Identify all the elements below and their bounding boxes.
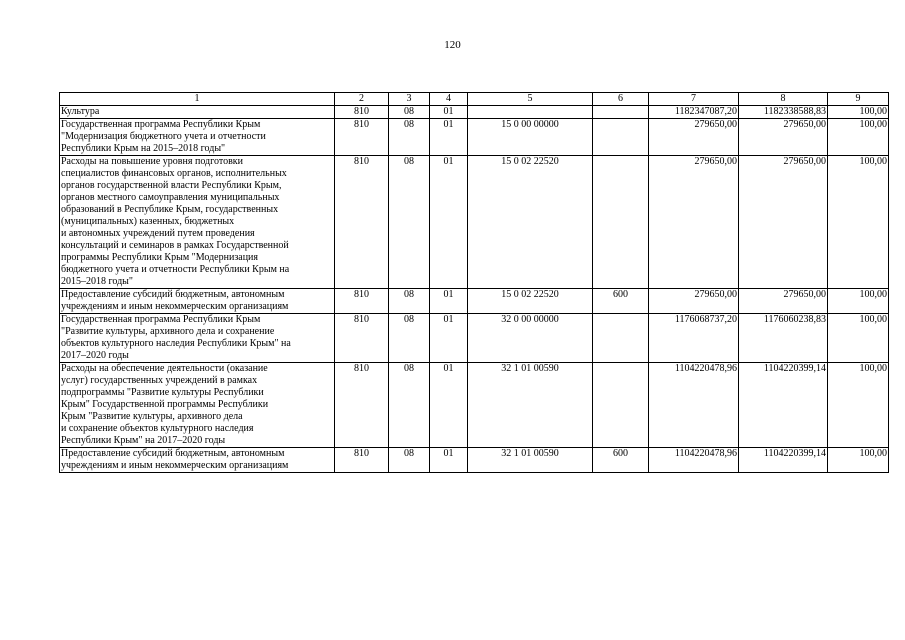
row-code-section: 08 xyxy=(389,119,430,156)
row-code-subsection: 01 xyxy=(430,106,468,119)
row-name: Предоставление субсидий бюджетным, автономным учреждениям и иным некоммерческим организациям xyxy=(60,448,335,473)
row-amount-plan: 279650,00 xyxy=(649,289,739,314)
row-code-expense-type xyxy=(593,106,649,119)
budget-table xyxy=(59,92,889,473)
header-cell: 5 xyxy=(468,93,593,106)
row-amount-actual: 279650,00 xyxy=(739,289,828,314)
header-row xyxy=(60,93,889,106)
page-number: 120 xyxy=(444,39,461,51)
row-amount-plan: 1176068737,20 xyxy=(649,314,739,363)
row-percent: 100,00 xyxy=(828,314,889,363)
row-code-section: 08 xyxy=(389,363,430,448)
row-code-subsection: 01 xyxy=(430,289,468,314)
table-row xyxy=(60,363,889,448)
row-code-expense-type xyxy=(593,314,649,363)
row-amount-actual: 279650,00 xyxy=(739,119,828,156)
row-code-target: 15 0 02 22520 xyxy=(468,156,593,289)
table-row xyxy=(60,156,889,289)
row-amount-actual: 1182338588,83 xyxy=(739,106,828,119)
header-cell: 3 xyxy=(389,93,430,106)
row-name: Предоставление субсидий бюджетным, автономным учреждениям и иным некоммерческим организациям xyxy=(60,289,335,314)
row-name: Государственная программа Республики Крым "Развитие культуры, архивного дела и сохранение объектов культурного наследия Республики Крым" на 2017–2020 годы xyxy=(60,314,335,363)
header-cell: 7 xyxy=(649,93,739,106)
row-percent: 100,00 xyxy=(828,106,889,119)
table-row xyxy=(60,106,889,119)
header-cell: 1 xyxy=(60,93,335,106)
row-code-ministry: 810 xyxy=(335,363,389,448)
row-code-section: 08 xyxy=(389,106,430,119)
header-cell: 9 xyxy=(828,93,889,106)
row-name: Культура xyxy=(60,106,335,119)
row-amount-plan: 279650,00 xyxy=(649,119,739,156)
row-amount-actual: 1104220399,14 xyxy=(739,363,828,448)
row-code-target: 15 0 02 22520 xyxy=(468,289,593,314)
header-cell: 8 xyxy=(739,93,828,106)
row-code-target xyxy=(468,106,593,119)
row-code-target: 32 1 01 00590 xyxy=(468,363,593,448)
row-code-ministry: 810 xyxy=(335,106,389,119)
header-cell: 4 xyxy=(430,93,468,106)
row-code-subsection: 01 xyxy=(430,156,468,289)
header-cell: 2 xyxy=(335,93,389,106)
row-name: Расходы на повышение уровня подготовки специалистов финансовых органов, исполнительных органов государственной власти Республики Крым, органов местного самоуправления муниципальных образований в Республике Крым, государственных (муниципальных) казенных, бюджетных и автономных учреждений путем проведения консультаций и семинаров в рамках Государственной программы Республики Крым "Модернизация бюджетного учета и отчетности Республики Крым на 2015–2018 годы" xyxy=(60,156,335,289)
row-code-section: 08 xyxy=(389,156,430,289)
row-amount-actual: 1104220399,14 xyxy=(739,448,828,473)
table-row xyxy=(60,119,889,156)
row-name: Расходы на обеспечение деятельности (оказание услуг) государственных учреждений в рамках подпрограммы "Развитие культуры Республики Крым" Государственной программы Республики Крым "Развитие культуры, архивного дела и сохранение объектов культурного наследия Республики Крым" на 2017–2020 годы xyxy=(60,363,335,448)
row-code-target: 15 0 00 00000 xyxy=(468,119,593,156)
row-code-expense-type: 600 xyxy=(593,289,649,314)
row-code-ministry: 810 xyxy=(335,314,389,363)
row-amount-plan: 1182347087,20 xyxy=(649,106,739,119)
header-cell: 6 xyxy=(593,93,649,106)
row-percent: 100,00 xyxy=(828,363,889,448)
row-code-subsection: 01 xyxy=(430,448,468,473)
row-percent: 100,00 xyxy=(828,119,889,156)
row-code-ministry: 810 xyxy=(335,448,389,473)
row-code-section: 08 xyxy=(389,448,430,473)
row-code-section: 08 xyxy=(389,289,430,314)
row-code-ministry: 810 xyxy=(335,119,389,156)
row-amount-plan: 1104220478,96 xyxy=(649,363,739,448)
row-code-ministry: 810 xyxy=(335,289,389,314)
row-code-expense-type xyxy=(593,119,649,156)
row-code-expense-type xyxy=(593,363,649,448)
table-row xyxy=(60,289,889,314)
row-percent: 100,00 xyxy=(828,448,889,473)
row-code-ministry: 810 xyxy=(335,156,389,289)
row-code-target: 32 0 00 00000 xyxy=(468,314,593,363)
row-percent: 100,00 xyxy=(828,289,889,314)
table-row xyxy=(60,448,889,473)
row-amount-actual: 279650,00 xyxy=(739,156,828,289)
row-code-target: 32 1 01 00590 xyxy=(468,448,593,473)
row-code-expense-type: 600 xyxy=(593,448,649,473)
row-percent: 100,00 xyxy=(828,156,889,289)
row-code-section: 08 xyxy=(389,314,430,363)
row-code-subsection: 01 xyxy=(430,363,468,448)
row-code-subsection: 01 xyxy=(430,314,468,363)
row-code-expense-type xyxy=(593,156,649,289)
row-code-subsection: 01 xyxy=(430,119,468,156)
table-row xyxy=(60,314,889,363)
row-amount-plan: 1104220478,96 xyxy=(649,448,739,473)
row-amount-plan: 279650,00 xyxy=(649,156,739,289)
row-name: Государственная программа Республики Крым "Модернизация бюджетного учета и отчетности Республики Крым на 2015–2018 годы" xyxy=(60,119,335,156)
row-amount-actual: 1176060238,83 xyxy=(739,314,828,363)
